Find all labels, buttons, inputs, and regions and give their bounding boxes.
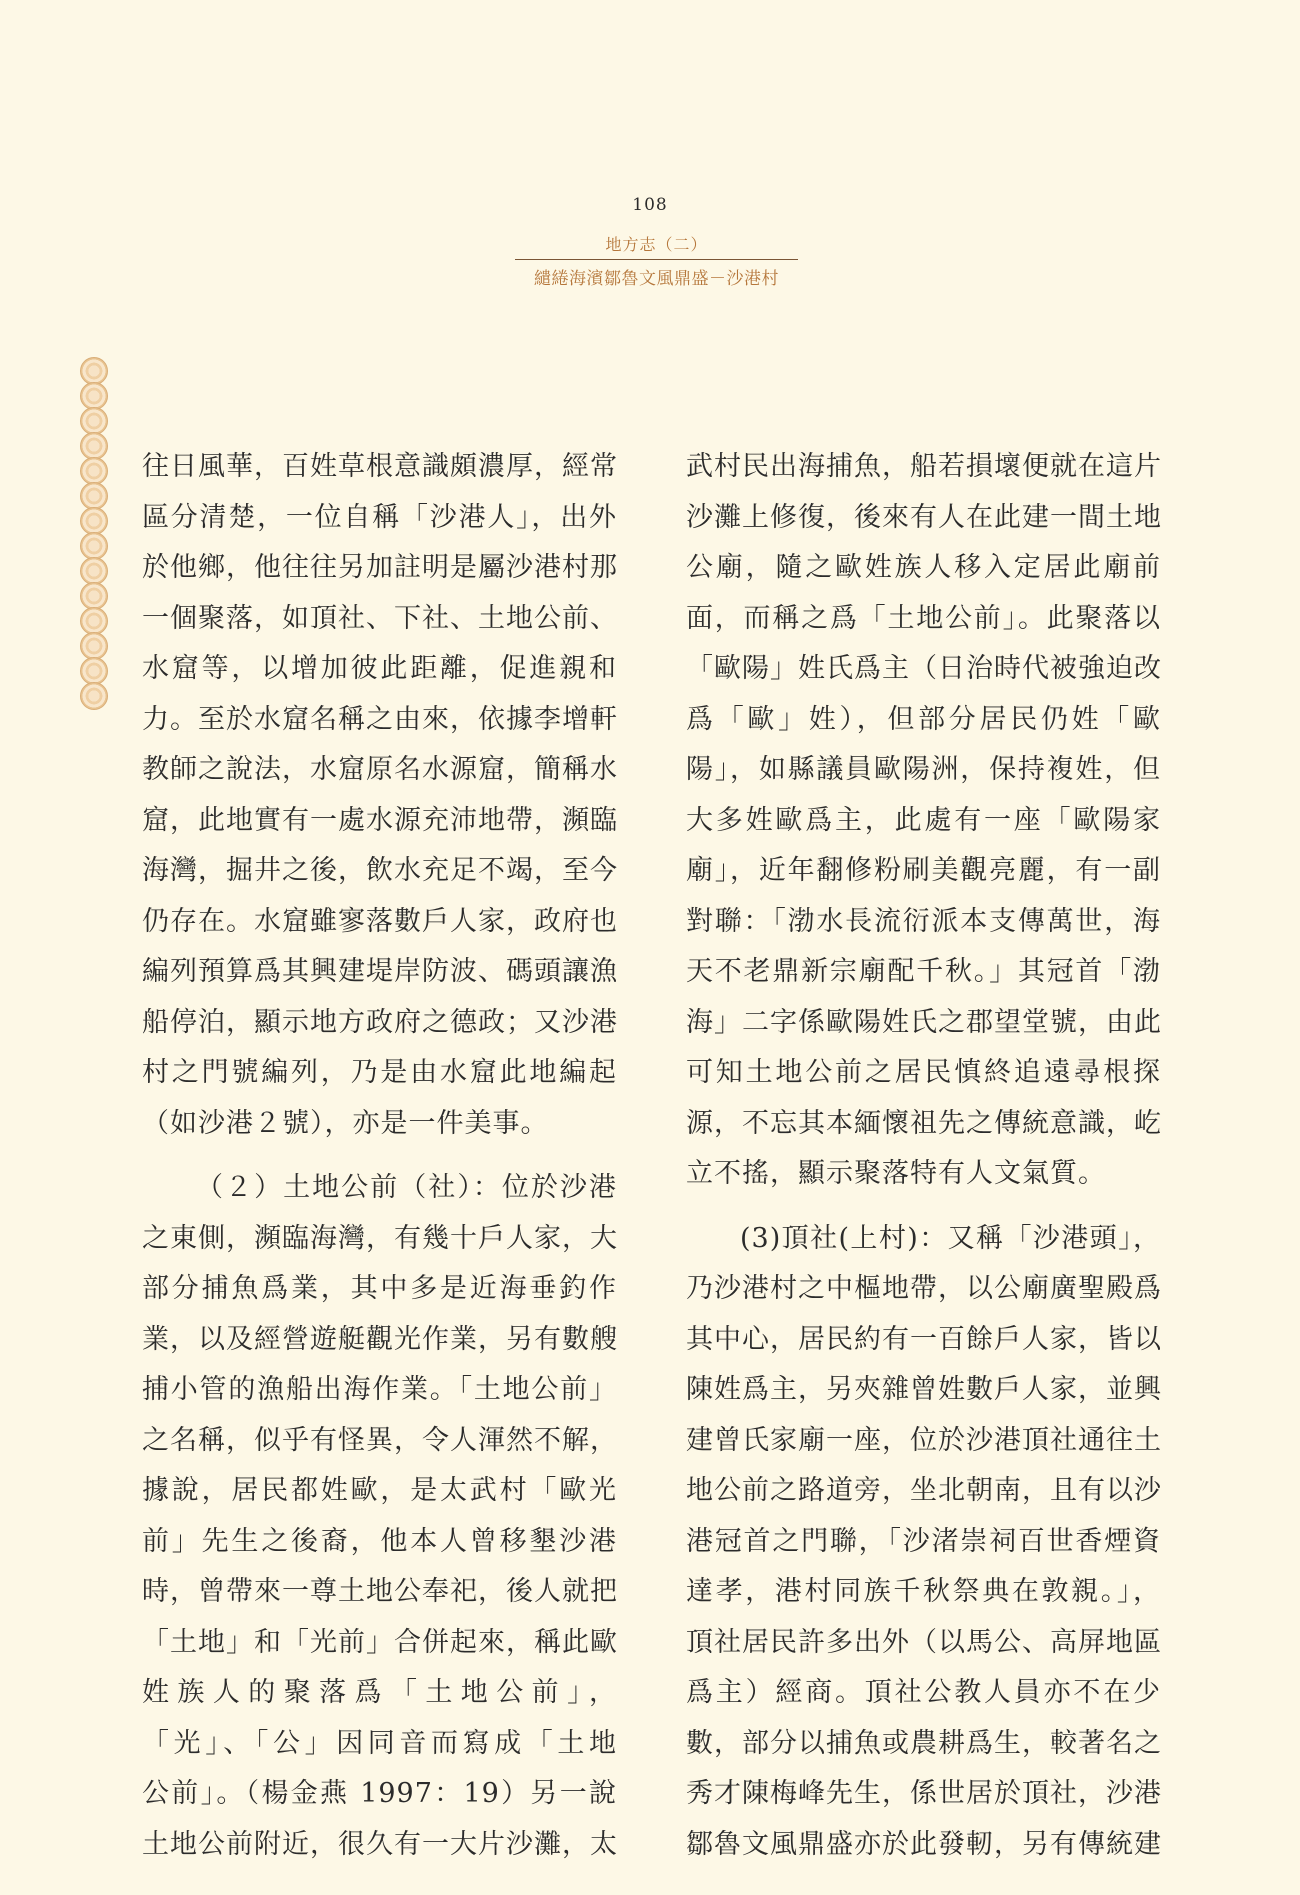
decorative-border: [80, 360, 110, 710]
text-line: 姓族人的聚落爲「土地公前」，: [142, 1677, 617, 1708]
ornament-icon: [80, 557, 108, 585]
text-line: 於他鄉，他往往另加註明是屬沙港村那: [142, 552, 618, 583]
paragraph-left-1: [142, 442, 617, 1149]
ornament-icon: [80, 632, 108, 660]
text-line: 時，曾帶來一尊土地公奉祀，後人就把: [142, 1576, 618, 1607]
text-line: 數，部分以捕魚或農耕爲生，較著名之: [686, 1727, 1162, 1759]
text-line: 可知土地公前之居民慎終追遠尋根探: [686, 1057, 1161, 1088]
text-line: 「歐陽」姓氏爲主（日治時代被強迫改: [686, 653, 1162, 684]
text-line: 對聯：「渤水長流衍派本支傳萬世，海: [686, 905, 1161, 937]
text-line: 爲「歐」姓），但部分居民仍姓「歐: [686, 703, 1161, 735]
ornament-icon: [80, 582, 108, 610]
right-column: [686, 442, 1161, 1870]
paragraph-right-2: [686, 1214, 1161, 1871]
text-line: (3)頂社(上村)：又稱「沙港頭」，: [740, 1222, 1161, 1254]
series-title: 地方志（二）: [605, 235, 708, 254]
text-line: 業，以及經營遊艇觀光作業，另有數艘: [142, 1323, 618, 1355]
text-line: 村之門號編列，乃是由水窟此地編起: [142, 1057, 617, 1088]
text-line: 乃沙港村之中樞地帶，以公廟廣聖殿爲: [686, 1273, 1162, 1304]
text-line: 「土地」和「光前」合併起來，稱此歐: [142, 1626, 618, 1658]
text-line: 船停泊，顯示地方政府之德政；又沙港: [142, 1006, 618, 1038]
text-line: 部分捕魚爲業，其中多是近海垂釣作: [142, 1273, 617, 1304]
text-line: 大多姓歐爲主，此處有一座「歐陽家: [686, 804, 1161, 836]
text-line: 公前」。（楊金燕 1997：19）另一說: [142, 1778, 617, 1809]
text-line: 往日風華，百姓草根意識頗濃厚，經常: [142, 451, 618, 482]
text-line: 力。至於水窟名稱之由來，依據李增軒: [142, 703, 618, 735]
text-line: 編列預算爲其興建堤岸防波、碼頭讓漁: [142, 956, 618, 987]
text-line: 土地公前附近，很久有一大片沙灘，太: [142, 1828, 618, 1860]
text-line: 立不搖，顯示聚落特有人文氣質。: [686, 1158, 1106, 1189]
text-line: 鄒魯文風鼎盛亦於此發軔，另有傳統建: [686, 1828, 1162, 1860]
text-line: 仍存在。水窟雖寥落數戶人家，政府也: [142, 905, 618, 937]
text-line: 之東側，瀕臨海灣，有幾十戶人家，大: [142, 1222, 618, 1254]
text-line: 前」先生之後裔，他本人曾移墾沙港: [142, 1525, 617, 1557]
text-line: 一個聚落，如頂社、下社、土地公前、: [142, 602, 618, 634]
text-line: 捕小管的漁船出海作業。「土地公前」: [142, 1374, 617, 1405]
ornament-icon: [80, 432, 108, 460]
chapter-title: 繾綣海濱鄒魯文風鼎盛－沙港村: [534, 269, 779, 289]
text-line: 海灣，掘井之後，飲水充足不竭，至今: [142, 855, 618, 886]
ornament-icon: [80, 532, 108, 560]
paragraph-left-2: [142, 1163, 617, 1870]
ornament-icon: [80, 507, 108, 535]
text-line: 教師之說法，水窟原名水源窟，簡稱水: [142, 754, 618, 785]
text-line: 陽」，如縣議員歐陽洲，保持複姓，但: [686, 754, 1161, 785]
ornament-icon: [80, 607, 108, 635]
text-line: 武村民出海捕魚，船若損壞便就在這片: [686, 451, 1162, 482]
text-line: （如沙港２號），亦是一件美事。: [142, 1107, 549, 1139]
header-divider: [515, 259, 798, 260]
text-line: 頂社居民許多出外（以馬公、高屏地區: [686, 1626, 1162, 1658]
running-header: [515, 232, 798, 289]
text-line: 源，不忘其本緬懷祖先之傳統意識，屹: [686, 1107, 1162, 1139]
text-line: 水窟等，以增加彼此距離，促進親和: [142, 653, 617, 684]
text-line: 「光」、「公」因同音而寫成「土地: [142, 1727, 617, 1759]
text-line: 廟」，近年翻修粉刷美觀亮麗，有一副: [686, 855, 1161, 886]
text-line: 爲主）經商。頂社公教人員亦不在少: [686, 1677, 1161, 1708]
ornament-icon: [80, 407, 108, 435]
text-line: 窟，此地實有一處水源充沛地帶，瀕臨: [142, 804, 618, 836]
ornament-icon: [80, 482, 108, 510]
text-line: 陳姓爲主，另夾雜曾姓數戶人家，並興: [686, 1374, 1162, 1405]
text-line: 面，而稱之爲「土地公前」。此聚落以: [686, 602, 1161, 634]
text-line: 其中心，居民約有一百餘戶人家，皆以: [686, 1323, 1162, 1355]
ornament-icon: [80, 457, 108, 485]
text-line: 據說，居民都姓歐，是太武村「歐光: [142, 1475, 617, 1506]
ornament-icon: [80, 682, 108, 710]
text-line: 港冠首之門聯，「沙渚崇祠百世香煙資: [686, 1525, 1161, 1557]
text-line: 建曾氏家廟一座，位於沙港頂社通往土: [686, 1424, 1162, 1456]
text-line: 地公前之路道旁，坐北朝南，且有以沙: [686, 1475, 1162, 1506]
text-line: 區分清楚，一位自稱「沙港人」，出外: [142, 501, 617, 533]
text-line: 海」二字係歐陽姓氏之郡望堂號，由此: [686, 1006, 1162, 1038]
page-number: 108: [632, 195, 668, 215]
text-line: 公廟，隨之歐姓族人移入定居此廟前: [686, 552, 1161, 583]
text-line: 之名稱，似乎有怪異，令人渾然不解，: [142, 1424, 618, 1456]
text-line: 沙灘上修復，後來有人在此建一間土地: [686, 501, 1162, 533]
ornament-icon: [80, 357, 108, 385]
text-line: 達孝，港村同族千秋祭典在敦親。」，: [686, 1576, 1161, 1607]
text-line: 秀才陳梅峰先生，係世居於頂社，沙港: [686, 1778, 1162, 1809]
left-column: [142, 442, 617, 1870]
text-line: （２）土地公前（社）：位於沙港: [196, 1172, 617, 1203]
paragraph-right-1: [686, 442, 1161, 1200]
text-line: 天不老鼎新宗廟配千秋。」其冠首「渤: [686, 956, 1161, 987]
ornament-icon: [80, 382, 108, 410]
ornament-icon: [80, 657, 108, 685]
